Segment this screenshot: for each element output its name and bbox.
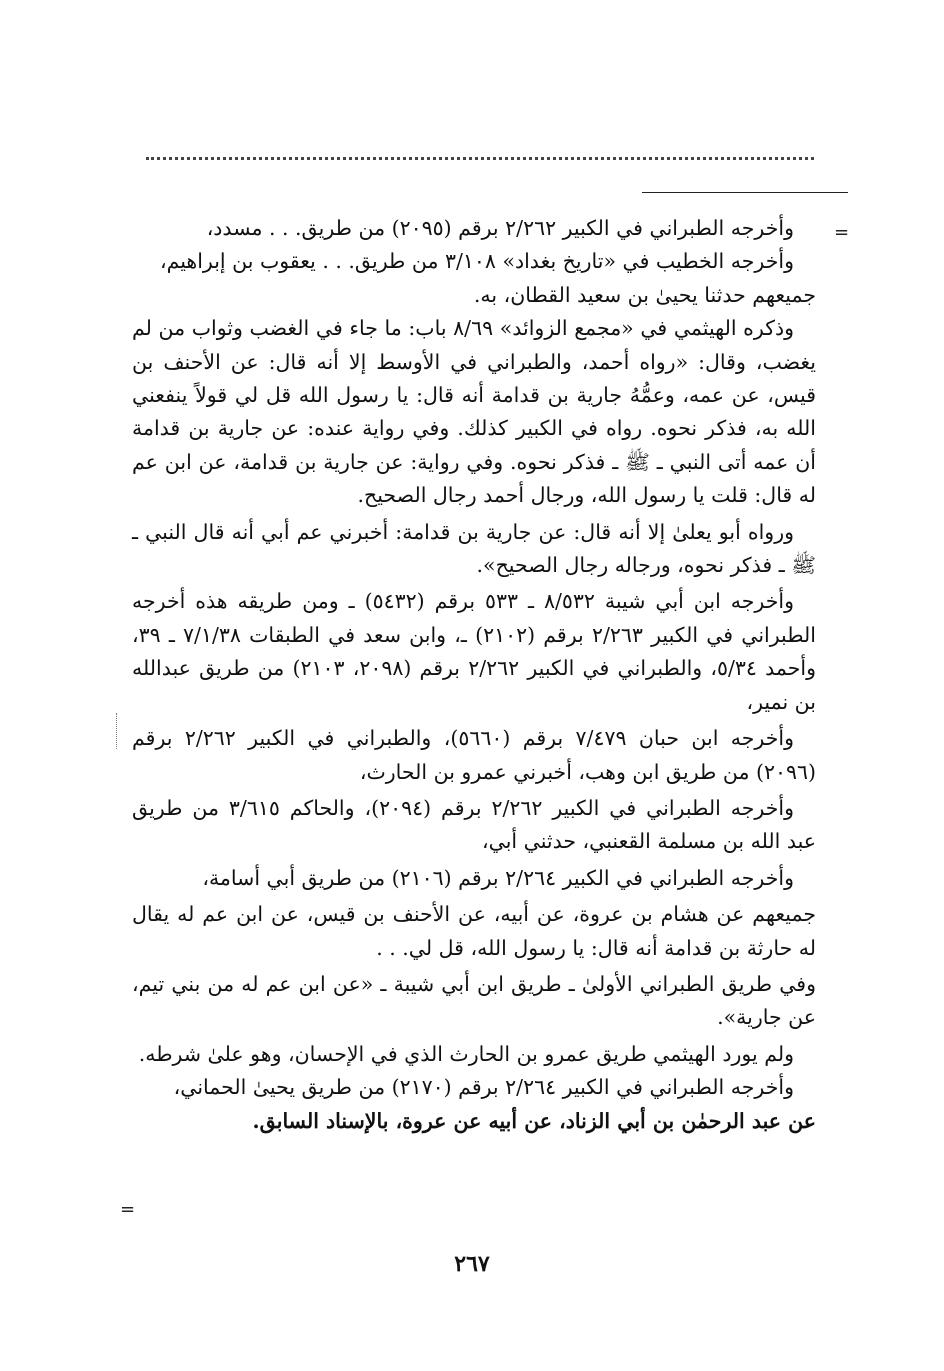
- paragraph-2: وأخرجه الخطيب في «تاريخ بغداد» ٣/١٠٨ من طريق. . . يعقوب بن إبراهيم،: [159, 249, 794, 274]
- footnote-text: [132, 212, 816, 1138]
- paragraph-12: ولم يورد الهيثمي طريق عمرو بن الحارث الذي في الإحسان، وهو علىٰ شرطه.: [138, 1041, 794, 1066]
- paragraph-14: عن عبد الرحمٰن بن أبي الزناد، عن أبيه عن عروة، بالإسناد السابق.: [252, 1108, 816, 1133]
- paragraph-1: وأخرجه الطبراني في الكبير ٢/٢٦٢ برقم (٢٠٩٥) من طريق. . . مسدد،: [206, 216, 794, 240]
- margin-tick-marks: [116, 713, 120, 749]
- paragraph-6: وأخرجه ابن أبي شيبة ٨/٥٣٢ ـ ٥٣٣ برقم (٥٤٣٢) ـ ومن طريقه هذه أخرجه الطبراني في الكبير ٢/٢٦٣ برقم (٢١٠٢) ـ، وابن سعد في الطبقات ٧/١/٣٨ ـ ٣٩، وأحمد ٥/٣٤، والطبراني في الكبير ٢/٢٦٢ برقم (٢٠٩٨، ٢١٠٣) من طريق عبدالله بن نمير،: [132, 589, 817, 714]
- paragraph-8: وأخرجه الطبراني في الكبير ٢/٢٦٢ برقم (٢٠٩٤)، والحاكم ٣/٦١٥ من طريق عبد الله بن مسلمة القعنبي، حدثني أبي،: [132, 795, 816, 854]
- paragraph-7: وأخرجه ابن حبان ٧/٤٧٩ برقم (٥٦٦٠)، والطبراني في الكبير ٢/٢٦٢ برقم (٢٠٩٦) من طريق ابن وهب، أخبرني عمرو بن الحارث،: [132, 726, 816, 784]
- continuation-mark-bottom: =: [120, 1199, 136, 1220]
- paragraph-10: جميعهم عن هشام بن عروة، عن أبيه، عن الأحنف بن قيس، عن ابن عم له يقال له حارثة بن قدامة أنه قال: يا رسول الله، قل لي. . .: [132, 902, 816, 960]
- paragraph-13: وأخرجه الطبراني في الكبير ٢/٢٦٤ برقم (٢١٧٠) من طريق يحيىٰ الحماني،: [173, 1075, 794, 1100]
- paragraph-4: وذكره الهيثمي في «مجمع الزوائد» ٨/٦٩ باب: ما جاء في الغضب وثواب من لم يغضب، وقال: «رواه أحمد، والطبراني في الأوسط إلا أنه قال: عن الأحنف بن قيس، عن عمه، وعمُّهُ جارية بن قدامة أنه قال: يا رسول الله قل لي قولاً ينفعني الله به، فذكر نحوه. رواه في الكبير كذلك. وفي رواية عنده: عن جارية بن قدامة أن عمه أتى النبي ـ ﷺ ـ فذكر نحوه. وفي رواية: عن جارية بن قدامة، عن ابن عم له قال: قلت يا رسول الله، ورجال أحمد رجال الصحيح.: [132, 316, 816, 508]
- footnote-rule: [642, 192, 848, 193]
- dotted-separator: [146, 157, 814, 160]
- paragraph-3: جميعهم حدثنا يحيىٰ بن سعيد القطان، به.: [473, 282, 816, 307]
- paragraph-5: ورواه أبو يعلىٰ إلا أنه قال: عن جارية بن قدامة: أخبرني عم أبي أنه قال النبي ـ ﷺ ـ فذكر نحوه، ورجاله رجال الصحيح».: [132, 519, 816, 578]
- page-number: ٢٦٧: [454, 1251, 490, 1277]
- paragraph-11: وفي طريق الطبراني الأولىٰ ـ طريق ابن أبي شيبة ـ «عن ابن عم له من بني تيم، عن جارية».: [132, 971, 816, 1030]
- paragraph-9: وأخرجه الطبراني في الكبير ٢/٢٦٤ برقم (٢١٠٦) من طريق أبي أسامة،: [202, 865, 794, 890]
- continuation-mark-top: =: [834, 222, 850, 243]
